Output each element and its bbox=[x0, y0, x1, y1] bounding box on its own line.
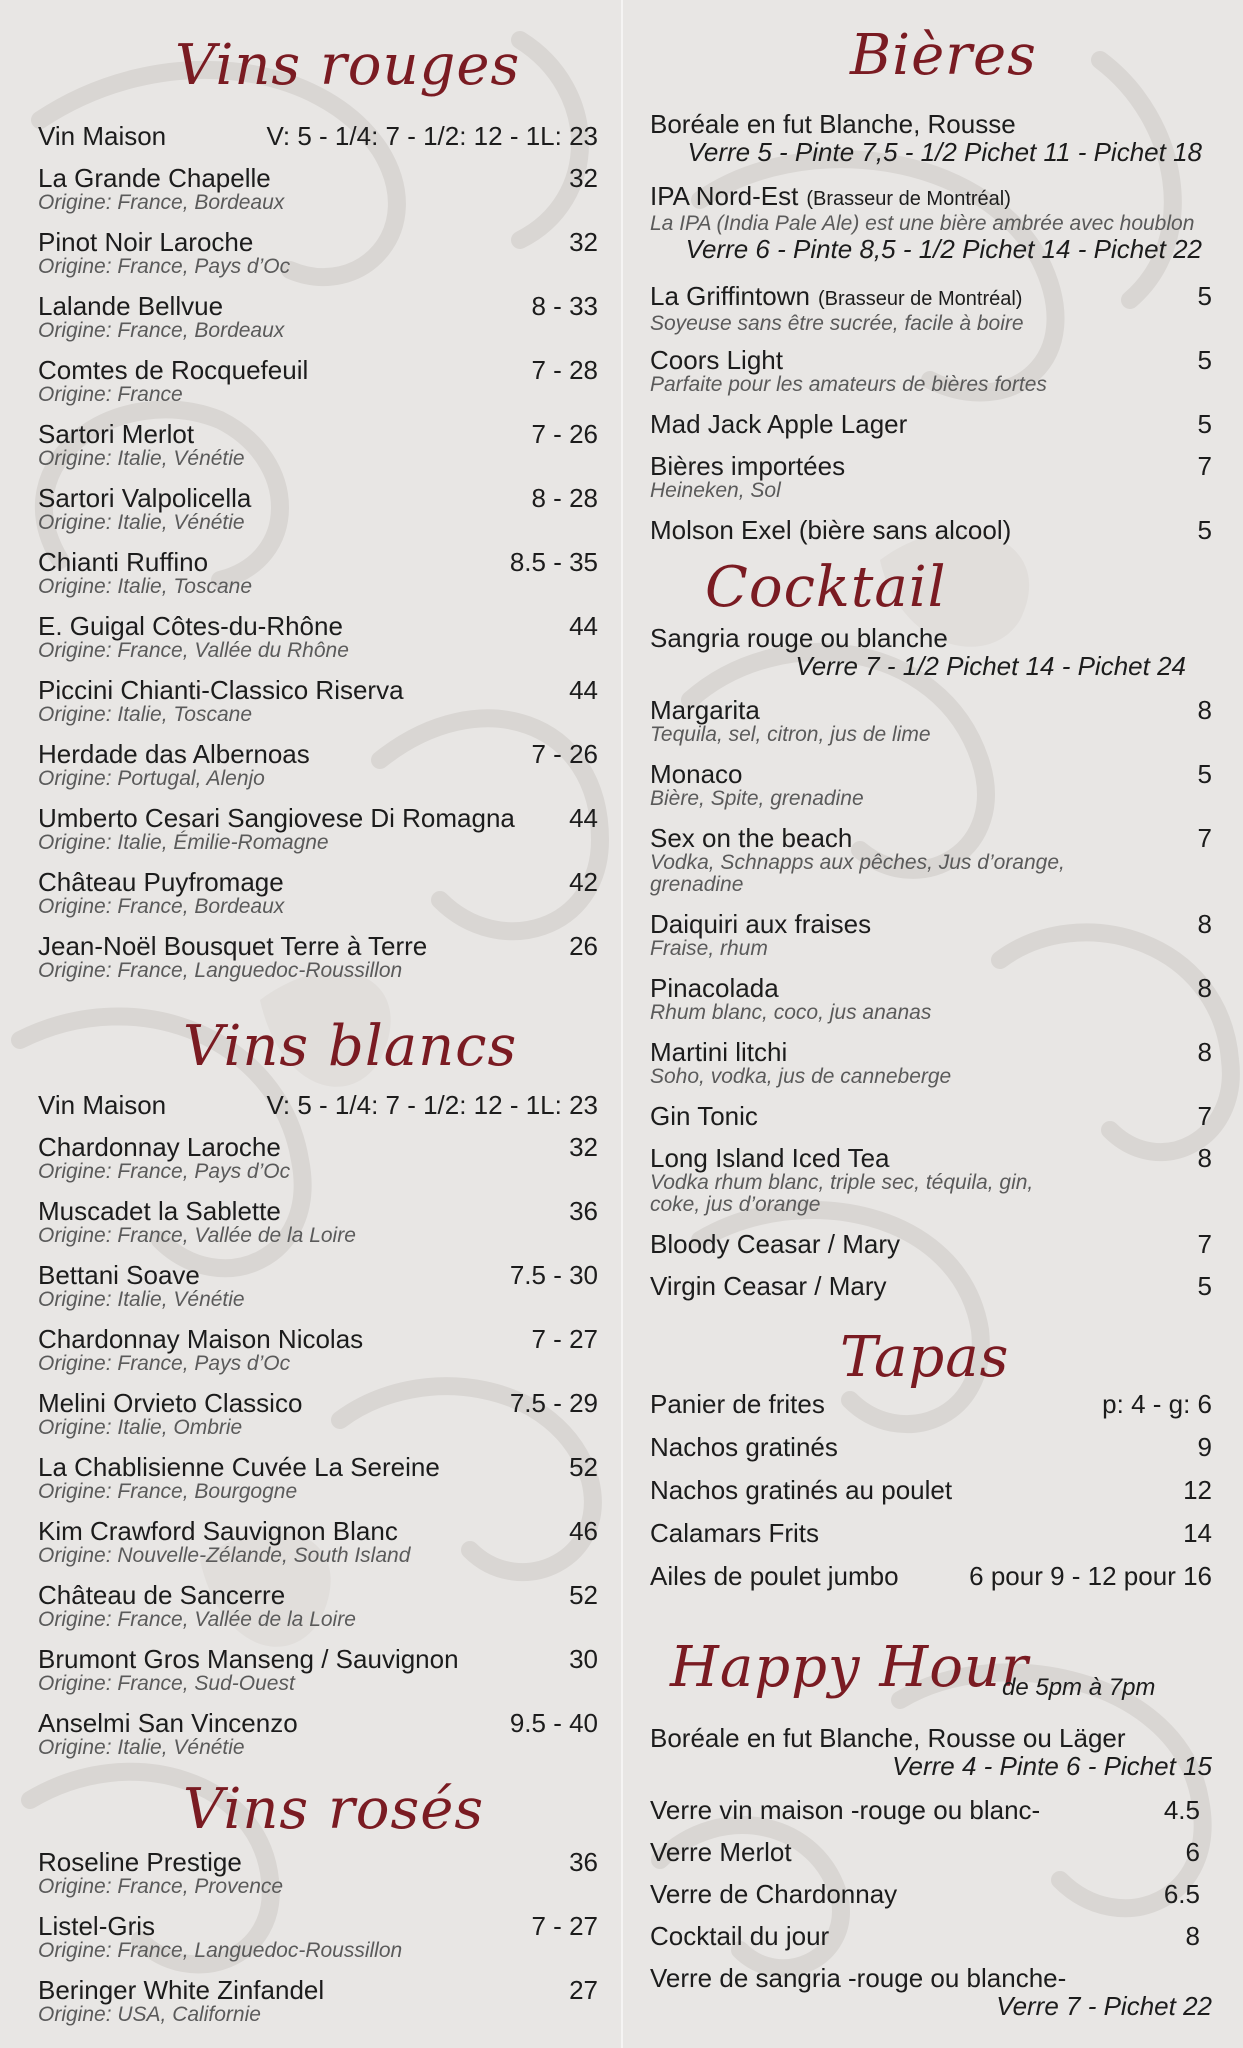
cocktail-price: 7 bbox=[1197, 823, 1212, 853]
wine-row bbox=[38, 122, 598, 150]
beer-row bbox=[650, 282, 1212, 313]
wine-name: Umberto Cesari Sangiovese Di Romagna bbox=[38, 803, 515, 833]
happy-hour-item bbox=[650, 1964, 1212, 2020]
cocktail-item bbox=[650, 1102, 1212, 1130]
wine-item bbox=[38, 484, 598, 534]
happy-hour-price: 6 bbox=[1185, 1837, 1200, 1867]
wine-name: E. Guigal Côtes-du-Rhône bbox=[38, 611, 343, 641]
wine-row bbox=[38, 1709, 598, 1737]
cocktail-price: 8 bbox=[1197, 1037, 1212, 1067]
wine-price: 46 bbox=[569, 1516, 598, 1546]
cocktail-price: 5 bbox=[1197, 1271, 1212, 1301]
cocktail-description: Vodka, Schnapps aux pêches, Jus d’orange, bbox=[650, 851, 1065, 874]
wine-price: 7 - 26 bbox=[531, 739, 598, 769]
beer-description: La IPA (India Pale Ale) est une bière ambrée avec houblon bbox=[650, 212, 1195, 235]
wine-name: Chianti Ruffino bbox=[38, 547, 209, 577]
cocktails-title: Cocktail bbox=[705, 555, 947, 620]
cocktail-row bbox=[650, 824, 1212, 852]
wine-name: Listel-Gris bbox=[38, 1911, 156, 1941]
tapas-item bbox=[650, 1433, 1212, 1461]
tapas-row bbox=[650, 1562, 1212, 1590]
wine-name: Piccini Chianti-Classico Riserva bbox=[38, 675, 404, 705]
wine-name: Anselmi San Vincenzo bbox=[38, 1708, 298, 1738]
white-wines-title: Vins blancs bbox=[183, 1014, 518, 1079]
wine-item bbox=[38, 1325, 598, 1375]
wine-name: Château Puyfromage bbox=[38, 867, 284, 897]
wine-origin: Origine: France, Vallée de la Loire bbox=[38, 1608, 356, 1631]
wine-price: 52 bbox=[569, 1580, 598, 1610]
wine-item bbox=[38, 1912, 598, 1962]
wine-name: La Grande Chapelle bbox=[38, 163, 271, 193]
wine-name: Chardonnay Laroche bbox=[38, 1132, 281, 1162]
cocktail-description: Tequila, sel, citron, jus de lime bbox=[650, 723, 931, 746]
wine-price: 52 bbox=[569, 1452, 598, 1482]
cocktail-item bbox=[650, 1144, 1212, 1216]
right-column bbox=[650, 0, 1212, 2048]
happy-hour-name: Verre Merlot bbox=[650, 1837, 792, 1867]
beer-name-wrap bbox=[650, 110, 1016, 138]
wine-item bbox=[38, 676, 598, 726]
wine-row bbox=[38, 1453, 598, 1481]
happy-hour-title: Happy Hour bbox=[670, 1635, 1029, 1700]
wine-name: Chardonnay Maison Nicolas bbox=[38, 1324, 364, 1354]
wine-row bbox=[38, 740, 598, 768]
wine-item bbox=[38, 1133, 598, 1183]
happy-hour-price: 4.5 bbox=[1163, 1795, 1200, 1825]
wine-item bbox=[38, 1581, 598, 1631]
wine-name: Beringer White Zinfandel bbox=[38, 1975, 325, 2005]
cocktail-row bbox=[650, 624, 1212, 652]
wine-origin: Origine: France bbox=[38, 383, 183, 406]
happy-hour-row bbox=[650, 1724, 1212, 1752]
wine-origin: Origine: Italie, Vénétie bbox=[38, 1736, 245, 1759]
beer-row bbox=[650, 452, 1212, 480]
cocktail-item bbox=[650, 696, 1212, 746]
happy-hour-name: Cocktail du jour bbox=[650, 1921, 830, 1951]
beer-brewer: (Brasseur de Montréal) bbox=[806, 188, 1011, 210]
beer-row bbox=[650, 346, 1212, 374]
wine-item bbox=[38, 932, 598, 982]
happy-hour-name: Verre vin maison -rouge ou blanc- bbox=[650, 1795, 1041, 1825]
cocktail-item bbox=[650, 974, 1212, 1024]
cocktail-item bbox=[650, 1230, 1212, 1258]
wine-origin: Origine: USA, Californie bbox=[38, 2003, 261, 2026]
beer-name: Bières importées bbox=[650, 451, 846, 481]
wine-item bbox=[38, 420, 598, 470]
wine-name: Bettani Soave bbox=[38, 1260, 200, 1290]
wine-origin: Origine: Portugal, Alenjo bbox=[38, 767, 265, 790]
wine-item bbox=[38, 1453, 598, 1503]
wine-item bbox=[38, 1517, 598, 1567]
wine-price: 7.5 - 29 bbox=[509, 1388, 598, 1418]
rose-wines-title: Vins rosés bbox=[183, 1777, 485, 1842]
cocktail-price: 7 bbox=[1197, 1101, 1212, 1131]
wine-price: 44 bbox=[569, 803, 598, 833]
tapas-price: 6 pour 9 - 12 pour 16 bbox=[969, 1561, 1212, 1591]
left-column bbox=[38, 0, 598, 2048]
happy-hour-item bbox=[650, 1724, 1212, 1780]
happy-hour-item bbox=[650, 1880, 1212, 1908]
wine-price: 44 bbox=[569, 611, 598, 641]
tapas-item bbox=[650, 1519, 1212, 1547]
cocktail-description: Fraise, rhum bbox=[650, 937, 768, 960]
wine-price: 32 bbox=[569, 227, 598, 257]
beer-name-wrap bbox=[650, 282, 1022, 313]
wine-origin: Origine: France, Bourgogne bbox=[38, 1480, 298, 1503]
tapas-name: Calamars Frits bbox=[650, 1518, 820, 1548]
cocktail-description: coke, jus d’orange bbox=[650, 1193, 821, 1216]
wine-origin: Origine: France, Pays d’Oc bbox=[38, 1160, 291, 1183]
wine-origin: Origine: France, Vallée de la Loire bbox=[38, 1224, 356, 1247]
wine-row bbox=[38, 868, 598, 896]
cocktail-name: Margarita bbox=[650, 695, 760, 725]
wine-item bbox=[38, 356, 598, 406]
wine-row bbox=[38, 1091, 598, 1119]
cocktail-name: Martini litchi bbox=[650, 1037, 788, 1067]
wine-row bbox=[38, 1325, 598, 1353]
cocktail-row bbox=[650, 910, 1212, 938]
cocktail-name: Virgin Ceasar / Mary bbox=[650, 1271, 887, 1301]
beer-name-wrap bbox=[650, 452, 845, 480]
tapas-row bbox=[650, 1433, 1212, 1461]
cocktail-price: 8 bbox=[1197, 973, 1212, 1003]
wine-row bbox=[38, 164, 598, 192]
happy-hour-row bbox=[650, 1964, 1212, 1992]
happy-hour-price: 6.5 bbox=[1163, 1879, 1200, 1909]
wine-price: 32 bbox=[569, 163, 598, 193]
wine-item bbox=[38, 1091, 598, 1119]
wine-origin: Origine: France, Bordeaux bbox=[38, 319, 285, 342]
tapas-name: Ailes de poulet jumbo bbox=[650, 1561, 899, 1591]
wine-item bbox=[38, 1261, 598, 1311]
happy-hour-row bbox=[650, 1922, 1212, 1950]
wine-price: 42 bbox=[569, 867, 598, 897]
wine-row bbox=[38, 1389, 598, 1417]
cocktail-name: Pinacolada bbox=[650, 973, 779, 1003]
wine-row bbox=[38, 548, 598, 576]
wine-row bbox=[38, 1976, 598, 2004]
wine-item bbox=[38, 122, 598, 150]
cocktail-price: 8 bbox=[1197, 1143, 1212, 1173]
beer-price: 5 bbox=[1197, 281, 1212, 311]
wine-name: Vin Maison bbox=[38, 1090, 167, 1120]
wine-name: Kim Crawford Sauvignon Blanc bbox=[38, 1516, 398, 1546]
wine-origin: Origine: Italie, Ombrie bbox=[38, 1416, 243, 1439]
beer-price: 5 bbox=[1197, 345, 1212, 375]
wine-item bbox=[38, 1976, 598, 2026]
tapas-title: Tapas bbox=[840, 1325, 1010, 1390]
wine-origin: Origine: Italie, Toscane bbox=[38, 575, 253, 598]
tapas-price: p: 4 - g: 6 bbox=[1102, 1389, 1212, 1419]
beer-item bbox=[650, 452, 1212, 502]
beer-name: Mad Jack Apple Lager bbox=[650, 409, 908, 439]
wine-row bbox=[38, 612, 598, 640]
cocktail-item bbox=[650, 1272, 1212, 1300]
wine-origin: Origine: France, Provence bbox=[38, 1875, 284, 1898]
wine-row bbox=[38, 292, 598, 320]
happy-hour-pricing: Verre 7 - Pichet 22 bbox=[996, 1991, 1212, 2021]
happy-hour-item bbox=[650, 1796, 1212, 1824]
cocktail-row bbox=[650, 1102, 1212, 1130]
cocktail-price: 7 bbox=[1197, 1229, 1212, 1259]
cocktail-row bbox=[650, 974, 1212, 1002]
wine-name: La Chablisienne Cuvée La Sereine bbox=[38, 1452, 440, 1482]
wine-price: V: 5 - 1/4: 7 - 1/2: 12 - 1L: 23 bbox=[266, 121, 598, 151]
cocktail-name: Bloody Ceasar / Mary bbox=[650, 1229, 900, 1259]
tapas-item bbox=[650, 1476, 1212, 1504]
wine-price: 36 bbox=[569, 1847, 598, 1877]
happy-hour-pricing: Verre 4 - Pinte 6 - Pichet 15 bbox=[892, 1751, 1212, 1781]
cocktail-pricing: Verre 7 - 1/2 Pichet 14 - Pichet 24 bbox=[795, 651, 1186, 681]
wine-name: Château de Sancerre bbox=[38, 1580, 286, 1610]
cocktail-price: 5 bbox=[1197, 759, 1212, 789]
beer-name: Molson Exel (bière sans alcool) bbox=[650, 515, 1012, 545]
wine-price: 36 bbox=[569, 1196, 598, 1226]
beer-row bbox=[650, 516, 1212, 544]
cocktail-row bbox=[650, 1272, 1212, 1300]
happy-hour-name: Boréale en fut Blanche, Rousse ou Läger bbox=[650, 1723, 1126, 1753]
wine-price: 7 - 27 bbox=[531, 1324, 598, 1354]
wine-price: 7 - 27 bbox=[531, 1911, 598, 1941]
tapas-item bbox=[650, 1562, 1212, 1590]
beer-price: 5 bbox=[1197, 409, 1212, 439]
beer-description: Heineken, Sol bbox=[650, 479, 781, 502]
wine-price: 32 bbox=[569, 1132, 598, 1162]
beer-name: Boréale en fut Blanche, Rousse bbox=[650, 109, 1016, 139]
wine-origin: Origine: Italie, Vénétie bbox=[38, 447, 245, 470]
wine-price: 8 - 28 bbox=[531, 483, 598, 513]
tapas-row bbox=[650, 1390, 1212, 1418]
happy-hour-name: Verre de Chardonnay bbox=[650, 1879, 898, 1909]
wine-origin: Origine: Italie, Émilie-Romagne bbox=[38, 831, 329, 854]
wine-row bbox=[38, 932, 598, 960]
beer-name: Coors Light bbox=[650, 345, 783, 375]
beer-item bbox=[650, 110, 1212, 166]
wine-origin: Origine: France, Languedoc-Roussillon bbox=[38, 959, 403, 982]
wine-name: Herdade das Albernoas bbox=[38, 739, 310, 769]
beers-title: Bières bbox=[850, 23, 1037, 88]
cocktail-name: Sex on the beach bbox=[650, 823, 853, 853]
wine-row bbox=[38, 420, 598, 448]
cocktail-description: Soho, vodka, jus de canneberge bbox=[650, 1065, 952, 1088]
beer-pricing: Verre 5 - Pinte 7,5 - 1/2 Pichet 11 - Pichet 18 bbox=[687, 137, 1202, 167]
beer-row bbox=[650, 182, 1212, 213]
cocktail-row bbox=[650, 760, 1212, 788]
wine-price: 7 - 26 bbox=[531, 419, 598, 449]
happy-hour-item bbox=[650, 1838, 1212, 1866]
wine-price: 26 bbox=[569, 931, 598, 961]
tapas-row bbox=[650, 1519, 1212, 1547]
wine-origin: Origine: France, Vallée du Rhône bbox=[38, 639, 349, 662]
wine-row bbox=[38, 356, 598, 384]
wine-origin: Origine: Italie, Vénétie bbox=[38, 511, 245, 534]
cocktail-item bbox=[650, 760, 1212, 810]
cocktail-row bbox=[650, 1230, 1212, 1258]
wine-row bbox=[38, 1581, 598, 1609]
wine-price: 7.5 - 30 bbox=[509, 1260, 598, 1290]
beer-name-wrap bbox=[650, 410, 907, 438]
wine-row bbox=[38, 1912, 598, 1940]
wine-origin: Origine: France, Bordeaux bbox=[38, 191, 285, 214]
wine-row bbox=[38, 228, 598, 256]
tapas-name: Nachos gratinés bbox=[650, 1432, 838, 1462]
wine-row bbox=[38, 1261, 598, 1289]
tapas-price: 12 bbox=[1183, 1475, 1212, 1505]
wine-name: Roseline Prestige bbox=[38, 1847, 242, 1877]
wine-item bbox=[38, 164, 598, 214]
wine-origin: Origine: Italie, Toscane bbox=[38, 703, 253, 726]
wine-origin: Origine: France, Pays d’Oc bbox=[38, 255, 291, 278]
cocktail-row bbox=[650, 1038, 1212, 1066]
cocktail-item bbox=[650, 824, 1212, 896]
beer-item bbox=[650, 282, 1212, 335]
wine-name: Vin Maison bbox=[38, 121, 167, 151]
wine-price: 27 bbox=[569, 1975, 598, 2005]
happy-hour-row bbox=[650, 1838, 1212, 1866]
wine-price: 44 bbox=[569, 675, 598, 705]
cocktail-row bbox=[650, 1144, 1212, 1172]
beer-row bbox=[650, 410, 1212, 438]
wine-origin: Origine: France, Bordeaux bbox=[38, 895, 285, 918]
wine-row bbox=[38, 804, 598, 832]
beer-name: IPA Nord-Est bbox=[650, 181, 799, 211]
wine-origin: Origine: France, Languedoc-Roussillon bbox=[38, 1939, 403, 1962]
beer-name: La Griffintown bbox=[650, 281, 810, 311]
wine-item bbox=[38, 868, 598, 918]
wine-row bbox=[38, 1517, 598, 1545]
column-divider bbox=[621, 0, 623, 2048]
beer-item bbox=[650, 410, 1212, 438]
cocktail-name: Daiquiri aux fraises bbox=[650, 909, 872, 939]
wine-item bbox=[38, 548, 598, 598]
wine-item bbox=[38, 740, 598, 790]
wine-name: Jean-Noël Bousquet Terre à Terre bbox=[38, 931, 428, 961]
wine-origin: Origine: France, Pays d’Oc bbox=[38, 1352, 291, 1375]
cocktail-name: Gin Tonic bbox=[650, 1101, 758, 1131]
cocktail-item bbox=[650, 1038, 1212, 1088]
tapas-price: 14 bbox=[1183, 1518, 1212, 1548]
wine-row bbox=[38, 1197, 598, 1225]
wine-name: Pinot Noir Laroche bbox=[38, 227, 254, 257]
beer-item bbox=[650, 516, 1212, 544]
cocktail-row bbox=[650, 696, 1212, 724]
happy-hour-item bbox=[650, 1922, 1212, 1950]
wine-origin: Origine: Nouvelle-Zélande, South Island bbox=[38, 1544, 411, 1567]
wine-row bbox=[38, 484, 598, 512]
wine-name: Brumont Gros Manseng / Sauvignon bbox=[38, 1644, 459, 1674]
cocktail-name: Sangria rouge ou blanche bbox=[650, 623, 948, 653]
cocktail-description: Rhum blanc, coco, jus ananas bbox=[650, 1001, 932, 1024]
wine-row bbox=[38, 1645, 598, 1673]
wine-price: 8.5 - 35 bbox=[509, 547, 598, 577]
beer-price: 5 bbox=[1197, 515, 1212, 545]
cocktail-name: Long Island Iced Tea bbox=[650, 1143, 890, 1173]
wine-price: 7 - 28 bbox=[531, 355, 598, 385]
wine-row bbox=[38, 676, 598, 704]
wine-item bbox=[38, 1197, 598, 1247]
wine-item bbox=[38, 292, 598, 342]
wine-row bbox=[38, 1133, 598, 1161]
beer-name-wrap bbox=[650, 182, 1011, 213]
wine-item bbox=[38, 804, 598, 854]
red-wines-title: Vins rouges bbox=[175, 33, 521, 98]
wine-item bbox=[38, 1709, 598, 1759]
wine-origin: Origine: Italie, Vénétie bbox=[38, 1288, 245, 1311]
cocktail-name: Monaco bbox=[650, 759, 743, 789]
wine-item bbox=[38, 228, 598, 278]
wine-name: Muscadet la Sablette bbox=[38, 1196, 281, 1226]
cocktail-item bbox=[650, 624, 1212, 680]
happy-hour-price: 8 bbox=[1185, 1921, 1200, 1951]
cocktail-price: 8 bbox=[1197, 909, 1212, 939]
beer-description: Parfaite pour les amateurs de bières fortes bbox=[650, 373, 1047, 396]
wine-item bbox=[38, 1848, 598, 1898]
tapas-price: 9 bbox=[1197, 1432, 1212, 1462]
cocktail-price: 8 bbox=[1197, 695, 1212, 725]
wine-origin: Origine: France, Sud-Ouest bbox=[38, 1672, 295, 1695]
beer-item bbox=[650, 346, 1212, 396]
cocktail-description: grenadine bbox=[650, 873, 744, 896]
happy-hour-name: Verre de sangria -rouge ou blanche- bbox=[650, 1963, 1067, 1993]
tapas-row bbox=[650, 1476, 1212, 1504]
happy-hour-row bbox=[650, 1796, 1212, 1824]
beer-description: Soyeuse sans être sucrée, facile à boire bbox=[650, 312, 1024, 335]
tapas-name: Nachos gratinés au poulet bbox=[650, 1475, 953, 1505]
beer-name-wrap bbox=[650, 346, 783, 374]
wine-price: 9.5 - 40 bbox=[509, 1708, 598, 1738]
cocktail-description: Vodka rhum blanc, triple sec, téquila, gin, bbox=[650, 1171, 1034, 1194]
beer-price: 7 bbox=[1197, 451, 1212, 481]
wine-item bbox=[38, 612, 598, 662]
cocktail-item bbox=[650, 910, 1212, 960]
wine-name: Lalande Bellvue bbox=[38, 291, 224, 321]
beer-pricing: Verre 6 - Pinte 8,5 - 1/2 Pichet 14 - Pichet 22 bbox=[685, 234, 1202, 264]
wine-price: 8 - 33 bbox=[531, 291, 598, 321]
beer-brewer: (Brasseur de Montréal) bbox=[817, 288, 1023, 310]
wine-name: Sartori Valpolicella bbox=[38, 483, 252, 513]
wine-row bbox=[38, 1848, 598, 1876]
happy-hour-hours: de 5pm à 7pm bbox=[1002, 1674, 1156, 1701]
cocktail-description: Bière, Spite, grenadine bbox=[650, 787, 864, 810]
beer-item bbox=[650, 182, 1212, 263]
wine-name: Sartori Merlot bbox=[38, 419, 195, 449]
happy-hour-row bbox=[650, 1880, 1212, 1908]
wine-item bbox=[38, 1645, 598, 1695]
tapas-item bbox=[650, 1390, 1212, 1418]
wine-price: 30 bbox=[569, 1644, 598, 1674]
wine-name: Melini Orvieto Classico bbox=[38, 1388, 303, 1418]
wine-name: Comtes de Rocquefeuil bbox=[38, 355, 309, 385]
beer-name-wrap bbox=[650, 516, 1011, 544]
tapas-name: Panier de frites bbox=[650, 1389, 825, 1419]
beer-row bbox=[650, 110, 1212, 138]
wine-item bbox=[38, 1389, 598, 1439]
wine-price: V: 5 - 1/4: 7 - 1/2: 12 - 1L: 23 bbox=[266, 1090, 598, 1120]
